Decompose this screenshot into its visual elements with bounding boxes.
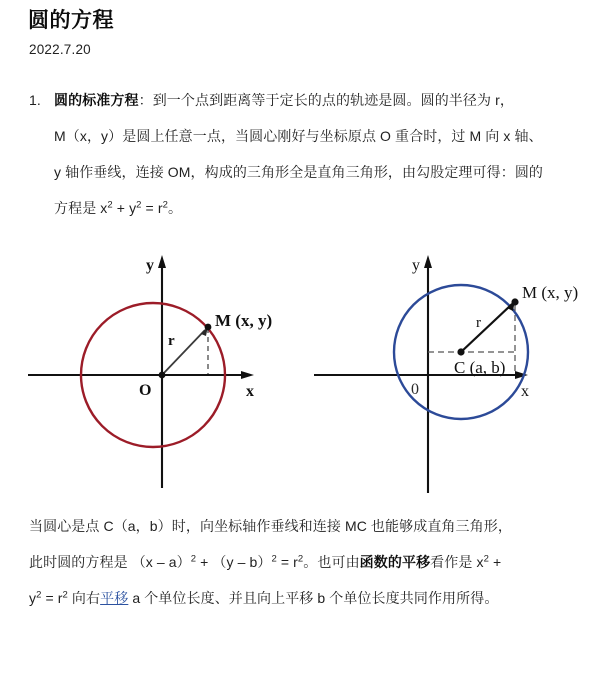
point-m-dot bbox=[205, 324, 212, 331]
y-axis-label: y bbox=[412, 257, 420, 274]
origin-label: O bbox=[139, 382, 152, 399]
tail-line-2-part-5: 看作是 x bbox=[430, 554, 484, 570]
section-1-line-1-text: ：到一个点到距离等于定长的点的轨迹是圆。圆的半径为 r， bbox=[138, 92, 514, 108]
section-tail-body bbox=[29, 508, 581, 616]
y-axis-arrowhead bbox=[158, 255, 166, 268]
figure-circle-at-c bbox=[308, 248, 588, 500]
tail-line-3-part-3: 向右 bbox=[67, 590, 101, 606]
point-m-dot bbox=[511, 298, 518, 305]
paragraph-line-3 bbox=[29, 154, 577, 190]
formula-prefix: 方程是 bbox=[54, 200, 101, 216]
link-translation[interactable]: 平移 bbox=[100, 590, 129, 606]
section-1-line-3-text: y 轴作垂线，连接 OM，构成的三角形全是直角三角形，由勾股定理可得：圆的 bbox=[54, 164, 544, 180]
tail-line-3 bbox=[29, 580, 581, 616]
origin-label: 0 bbox=[411, 381, 419, 398]
formula-equals-r: = r bbox=[141, 200, 163, 216]
formula-y-exponent: 2 bbox=[136, 199, 142, 211]
tail-line-2-part-4: 。也可由 bbox=[303, 554, 360, 570]
formula-x-exponent: 2 bbox=[107, 199, 113, 211]
list-number: 1. bbox=[29, 92, 41, 108]
tail-line-2-sup-4: 2 bbox=[483, 553, 489, 565]
document-date: 2022.7.20 bbox=[29, 42, 91, 57]
tail-line-3-sup-1: 2 bbox=[36, 589, 42, 601]
formula-x-base: x bbox=[100, 200, 108, 216]
tail-line-2-part-3: = r bbox=[276, 554, 298, 570]
figures-row bbox=[0, 248, 602, 504]
tail-line-2-part-2: + （y – b） bbox=[196, 554, 272, 570]
figure-right-svg bbox=[308, 248, 588, 500]
point-m-label: M (x, y) bbox=[522, 283, 579, 302]
paragraph-line-4 bbox=[29, 190, 577, 226]
radius-label: r bbox=[168, 333, 175, 349]
tail-line-3-part-1: y bbox=[29, 590, 37, 606]
tail-line-2-sup-3: 2 bbox=[297, 553, 304, 565]
tail-line-1 bbox=[29, 508, 581, 544]
point-m-label: M (x, y) bbox=[215, 311, 273, 330]
section-1-body bbox=[29, 82, 577, 226]
radius-label: r bbox=[476, 315, 481, 331]
tail-line-2-part-1: 此时圆的方程是 （x – a） bbox=[29, 554, 191, 570]
formula-y-base: y bbox=[129, 200, 137, 216]
tail-line-2 bbox=[29, 544, 581, 580]
figure-circle-at-origin bbox=[22, 248, 298, 500]
tail-line-2-part-6: + bbox=[488, 554, 502, 570]
tail-line-2-sup-1: 2 bbox=[190, 553, 197, 565]
x-axis-arrowhead bbox=[241, 371, 254, 379]
x-axis-label: x bbox=[246, 383, 254, 400]
page-title: 圆的方程 bbox=[28, 9, 114, 32]
formula-terminator: 。 bbox=[167, 200, 183, 216]
paragraph-line-1 bbox=[29, 82, 577, 118]
formula-r-exponent: 2 bbox=[162, 199, 168, 211]
center-point-dot bbox=[457, 348, 464, 355]
y-axis-label: y bbox=[146, 257, 154, 274]
x-axis-label: x bbox=[521, 383, 529, 400]
tail-line-1-text: 当圆心是点 C（a，b）时，向坐标轴作垂线和连接 MC 也能够成直角三角形， bbox=[29, 518, 512, 534]
tail-line-3-sup-2: 2 bbox=[62, 589, 68, 601]
tail-line-2-sup-2: 2 bbox=[271, 553, 277, 565]
paragraph-line-2 bbox=[29, 118, 577, 154]
tail-line-3-part-4: a 个单位长度、并且向上平移 b 个单位长度共同作用所得。 bbox=[128, 590, 499, 606]
formula-plus: + bbox=[112, 200, 130, 216]
origin-point-dot bbox=[159, 372, 166, 379]
emphasis-function-translation: 函数的平移 bbox=[359, 554, 431, 570]
section-1-line-2-text: M（x，y）是圆上任意一点，当圆心刚好与坐标原点 O 重合时，过 M 向 x 轴、 bbox=[54, 128, 543, 144]
figure-left-svg bbox=[22, 248, 298, 500]
center-label: C (a, b) bbox=[454, 358, 506, 377]
radius-line bbox=[461, 304, 512, 352]
tail-line-3-part-2: = r bbox=[41, 590, 63, 606]
y-axis-arrowhead bbox=[424, 255, 432, 268]
section-1-heading: 圆的标准方程 bbox=[54, 92, 139, 108]
